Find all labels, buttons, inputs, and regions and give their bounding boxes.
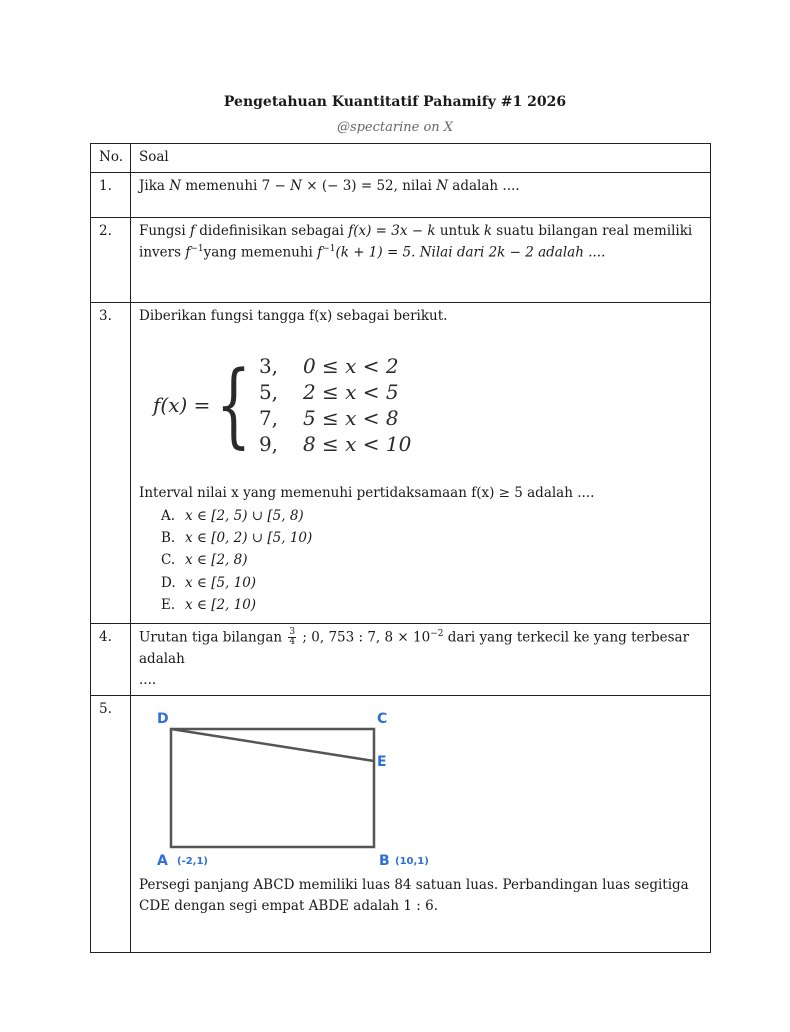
label-d: D (157, 710, 169, 727)
document-title: Pengetahuan Kuantitatif Pahamify #1 2026 (223, 94, 567, 110)
q4-exponent: −2 (430, 628, 444, 639)
question-number: 4. (91, 623, 131, 695)
q1-var-n2: N (290, 177, 302, 194)
question-text-1 (131, 172, 711, 217)
question-number: 1. (91, 172, 131, 217)
case-condition: 2 ≤ x < 5 (302, 380, 399, 405)
q3-question: Interval nilai x yang memenuhi pertidaksamaan f(x) ≥ 5 adalah .... (139, 485, 595, 502)
q2-var-k: k (483, 222, 493, 239)
answer-option (161, 505, 702, 527)
question-text-5 (131, 695, 711, 952)
table-header-row (91, 144, 711, 173)
q5-line-1: Persegi panjang ABCD memiliki luas 84 satuan luas. Perbandingan luas segitiga (139, 876, 689, 893)
q5-line-2: CDE dengan segi empat ABDE adalah 1 : 6. (139, 898, 438, 915)
label-a-coord: (-2,1) (177, 855, 209, 867)
q1-text-b: memenuhi 7 − (181, 177, 291, 194)
q2-text-f: yang memenuhi (203, 244, 318, 261)
fraction-numerator: 3 (289, 627, 296, 638)
label-c: C (377, 710, 388, 727)
option-letter: A. (161, 507, 176, 524)
question-text-2 (131, 217, 711, 302)
fraction-denominator: 4 (289, 637, 296, 648)
question-number: 3. (91, 302, 131, 623)
case-condition: 8 ≤ x < 10 (302, 432, 412, 457)
q2-text-c: untuk (435, 222, 484, 239)
question-row-1 (91, 172, 711, 217)
option-letter: C. (161, 552, 176, 569)
question-row-5 (91, 695, 711, 952)
q2-inverse-f2: f (317, 244, 323, 261)
question-row-3 (91, 302, 711, 623)
option-text: x ∈ [0, 2) ∪ [5, 10) (185, 530, 313, 547)
segment-de (171, 729, 374, 761)
q2-text-e: invers (139, 244, 186, 261)
label-a: A (157, 852, 168, 867)
question-text-4 (131, 623, 711, 695)
piecewise-cases (259, 353, 411, 457)
case-value: 3, (258, 354, 279, 379)
label-e: E (377, 753, 387, 770)
q2-formula: f(x) = 3x − k (348, 222, 436, 239)
label-b-coord: (10,1) (395, 855, 429, 867)
q1-text-c: × (− 3) = 52, nilai (301, 177, 437, 194)
option-text: x ∈ [2, 5) ∪ [5, 8) (185, 507, 304, 524)
case-value: 9, (258, 432, 279, 457)
answer-option (161, 549, 702, 571)
q4-numbers: ; 0, 753 : 7, 8 × 10 (298, 629, 431, 646)
question-number: 5. (91, 695, 131, 952)
option-text: x ∈ [2, 10) (185, 596, 257, 613)
document-subtitle: @spectarine on X (336, 120, 454, 135)
question-row-4 (91, 623, 711, 695)
q2-inverse-exp2: −1 (322, 244, 336, 255)
fraction (288, 628, 296, 647)
q4-text-c: .... (139, 672, 157, 689)
q1-var-n: N (169, 177, 182, 194)
q1-var-n3: N (436, 177, 449, 194)
label-b: B (379, 852, 390, 867)
question-text-3 (131, 302, 711, 623)
q1-text-d: adalah .... (448, 177, 520, 194)
q2-var-f: f (189, 222, 195, 239)
case-value: 5, (258, 380, 279, 405)
q2-text-g: (k + 1) = 5. Nilai dari 2k − 2 adalah .... (335, 244, 606, 261)
answer-option (161, 572, 702, 594)
case-value: 7, (258, 406, 279, 431)
question-row-2 (91, 217, 711, 302)
option-letter: B. (161, 530, 176, 547)
option-text: x ∈ [2, 8) (185, 552, 248, 569)
question-table (90, 143, 711, 953)
q2-inverse-exp: −1 (190, 244, 204, 255)
question-number: 2. (91, 217, 131, 302)
q2-line-1 (139, 221, 702, 243)
answer-option (161, 527, 702, 549)
answer-option (161, 594, 702, 616)
q2-text-a: Fungsi (139, 222, 190, 239)
piecewise-lhs: f(x) = (153, 393, 211, 418)
q2-text-d: suatu bilangan real memiliki (492, 222, 693, 239)
option-text: x ∈ [5, 10) (185, 574, 257, 591)
header-soal: Soal (131, 144, 711, 173)
q3-intro: Diberikan fungsi tangga f(x) sebagai berikut. (139, 307, 448, 324)
q1-text-a: Jika (139, 177, 170, 194)
rectangle-abcd (171, 729, 374, 847)
answer-options (161, 505, 702, 616)
option-letter: E. (161, 596, 176, 613)
option-letter: D. (161, 574, 176, 591)
case-condition: 5 ≤ x < 8 (302, 406, 399, 431)
piecewise-function (153, 353, 702, 457)
rectangle-diagram (149, 699, 439, 867)
q4-text-b: dari yang terkecil ke yang terbesar adalah (139, 629, 690, 667)
header-no: No. (91, 144, 131, 173)
brace-icon: { (216, 351, 252, 459)
case-condition: 0 ≤ x < 2 (302, 354, 399, 379)
q2-inverse-f: f (185, 244, 191, 261)
q2-text-b: didefinisikan sebagai (194, 222, 349, 239)
q2-line-2 (139, 242, 702, 264)
q4-text-a: Urutan tiga bilangan (139, 629, 287, 646)
